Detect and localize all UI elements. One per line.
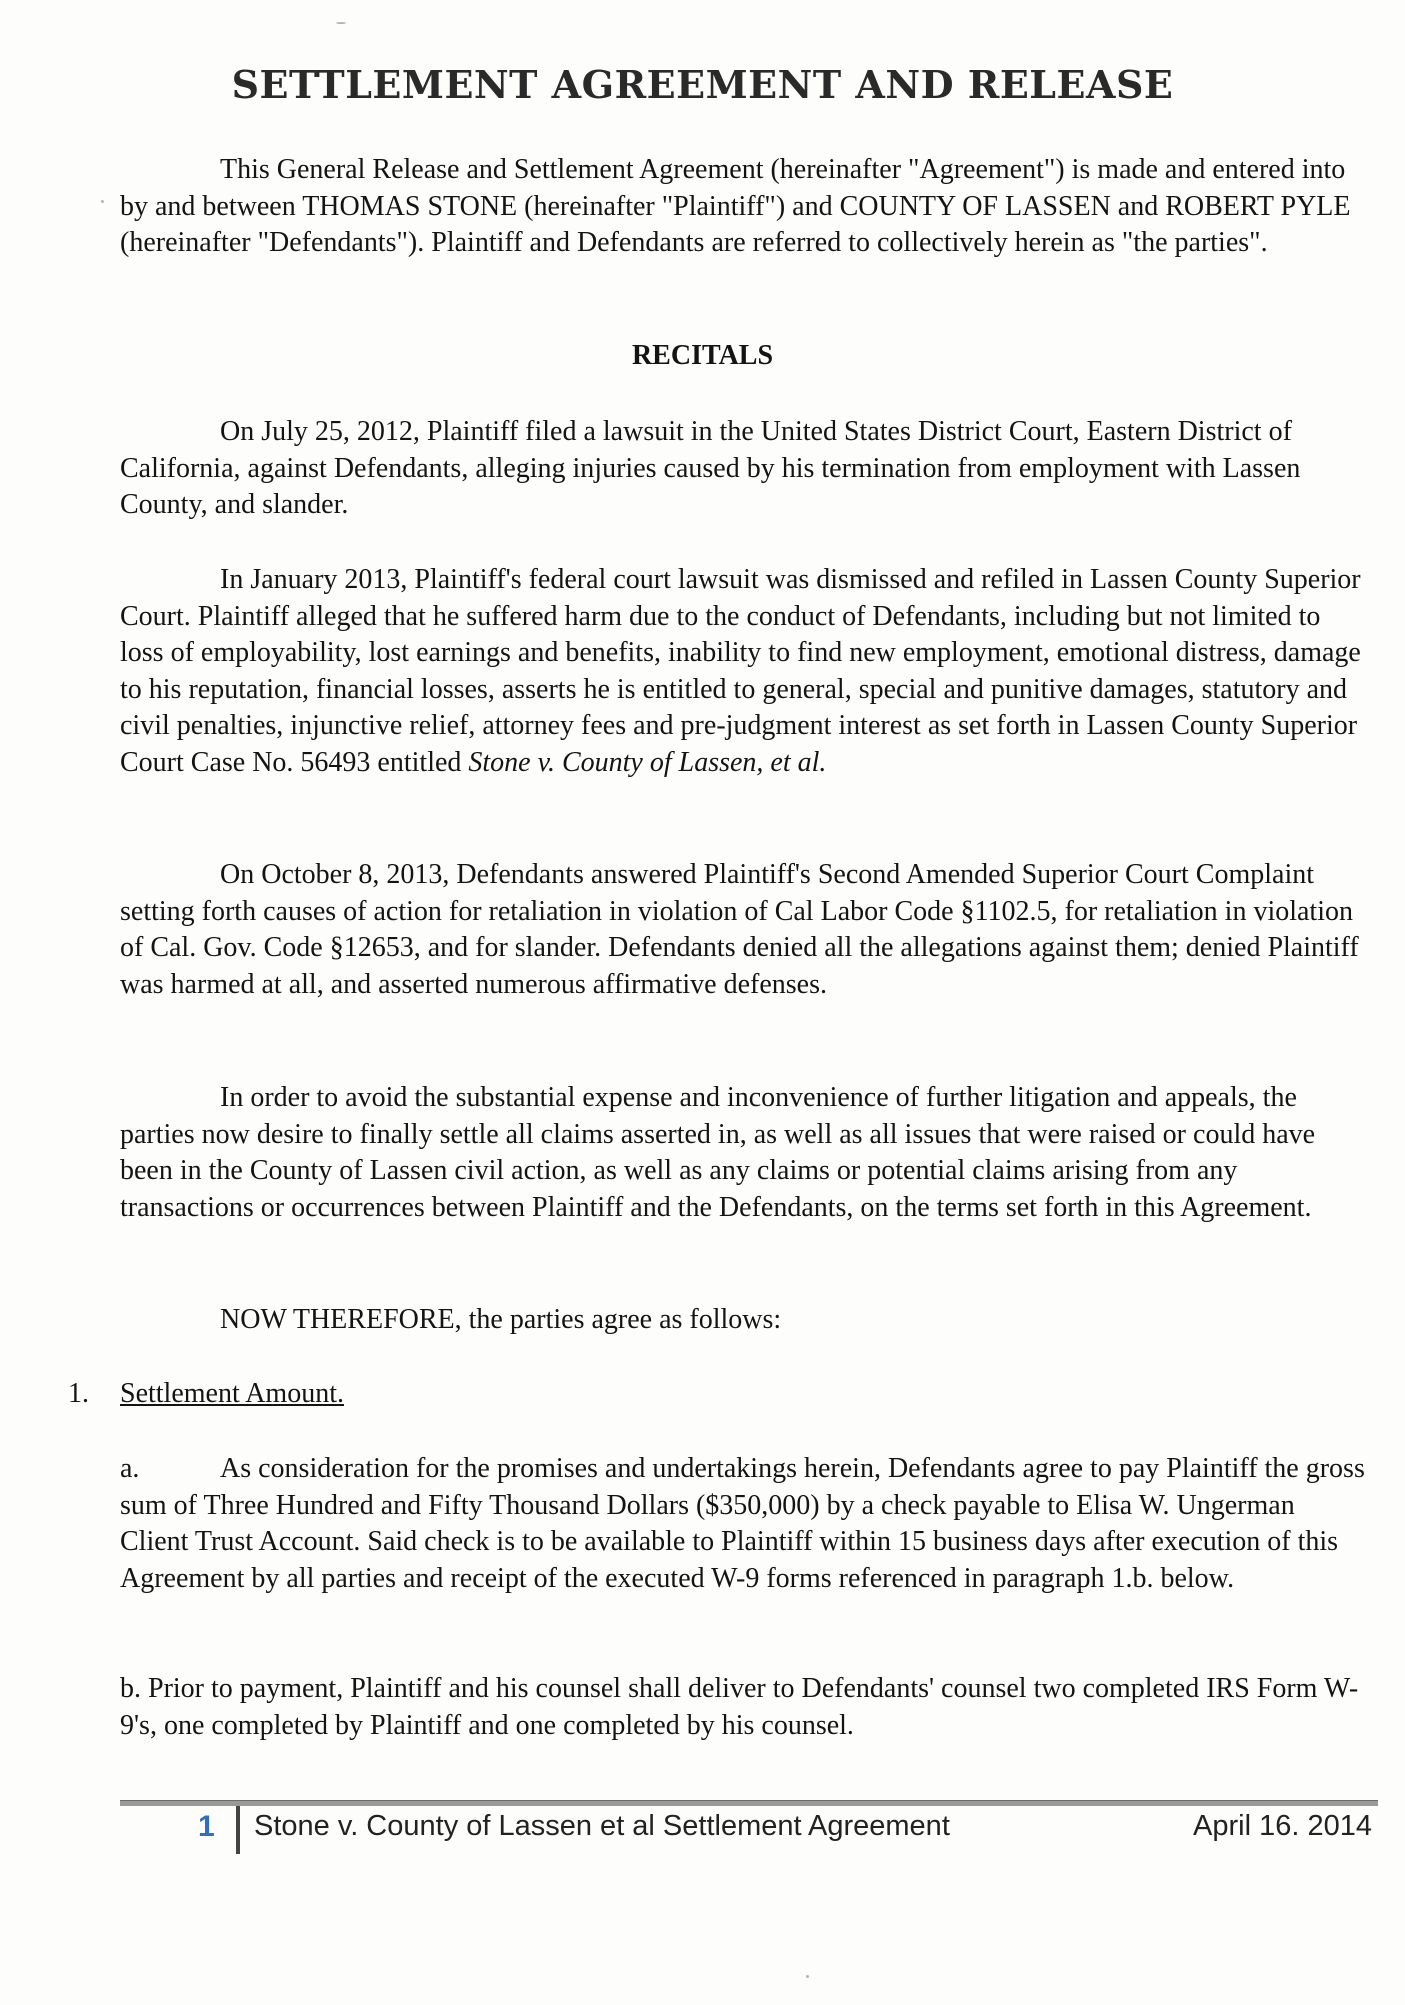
footer-date: April 16. 2014 (1193, 1810, 1372, 1842)
section-1b-paragraph (120, 1671, 1365, 1744)
recital-1-text: On July 25, 2012, Plaintiff filed a lawsuit in the United States District Court, Eastern District of California, against Defendants, alleging injuries caused by his termination from employment with Lassen County, and slander. (120, 416, 1301, 520)
section-title: Settlement Amount. (120, 1378, 344, 1409)
recital-2-text: In January 2013, Plaintiff's federal court lawsuit was dismissed and refiled in Lassen County Superior Court. Plaintiff alleged that he suffered harm due to the conduct of Defendants, including but not limited to loss of employability, lost earnings and benefits, inability to find new employment, emotional distress, damage to his reputation, financial losses, asserts he is entitled to general, special and punitive damages, statutory and civil penalties, injunctive relief, attorney fees and pre-judgment interest as set forth in Lassen County Superior Court Case No. 56493 entitled (120, 564, 1361, 778)
therefore-paragraph (120, 1302, 1365, 1339)
footer-page-number: 1 (198, 1810, 215, 1843)
footer-title: Stone v. County of Lassen et al Settlement Agreement (254, 1810, 950, 1842)
intro-paragraph (120, 152, 1365, 262)
recital-paragraph-4 (120, 1080, 1365, 1226)
case-name: Stone v. County of Lassen, et al. (468, 746, 827, 778)
recital-3-text: On October 8, 2013, Defendants answered Plaintiff's Second Amended Superior Court Complaint setting forth causes of action for retaliation in violation of Cal Labor Code §1102.5, for retaliation in violation of Cal. Gov. Code §12653, and for slander. Defendants denied all the allegations against them; denied Plaintiff was harmed at all, and asserted numerous affirmative defenses. (120, 859, 1359, 1000)
document-title: SETTLEMENT AGREEMENT AND RELEASE (231, 62, 1174, 107)
recital-paragraph-2 (120, 562, 1365, 781)
recital-paragraph-1 (120, 414, 1365, 524)
footer-separator (236, 1806, 240, 1854)
section-number: 1. (68, 1378, 89, 1409)
section-1b-text: b. Prior to payment, Plaintiff and his counsel shall deliver to Defendants' counsel two completed IRS Form W-9's, one completed by Plaintiff and one completed by his counsel. (120, 1673, 1359, 1741)
subsection-label: a. (120, 1453, 140, 1484)
therefore-text: NOW THEREFORE, the parties agree as follows: (220, 1304, 782, 1335)
scan-mark (336, 22, 346, 24)
intro-text: This General Release and Settlement Agreement (hereinafter "Agreement") is made and entered into by and between THOMAS STONE (hereinafter "Plaintiff") and COUNTY OF LASSEN and ROBERT PYLE (hereinafter "Defendants"). Plaintiff and Defendants are referred to collectively herein as "the parties". (120, 154, 1351, 258)
section-1-heading (68, 1378, 344, 1410)
recital-paragraph-3 (120, 857, 1365, 1003)
scan-mark (101, 200, 104, 203)
recital-4-text: In order to avoid the substantial expense and inconvenience of further litigation and appeals, the parties now desire to finally settle all claims asserted in, as well as all issues that were raised or could have been in the County of Lassen civil action, as well as any claims or potential claims arising from any transactions or occurrences between Plaintiff and the Defendants, on the terms set forth in this Agreement. (120, 1082, 1316, 1223)
section-1a-paragraph (120, 1451, 1365, 1597)
footer-divider (120, 1800, 1378, 1806)
scan-mark (806, 1975, 809, 1978)
section-1a-text: As consideration for the promises and undertakings herein, Defendants agree to pay Plaintiff the gross sum of Three Hundred and Fifty Thousand Dollars ($350,000) by a check payable to Elisa W. Ungerman Client Trust Account. Said check is to be available to Plaintiff within 15 business days after execution of this Agreement by all parties and receipt of the executed W-9 forms referenced in paragraph 1.b. below. (120, 1453, 1365, 1594)
recitals-heading: RECITALS (631, 340, 774, 371)
